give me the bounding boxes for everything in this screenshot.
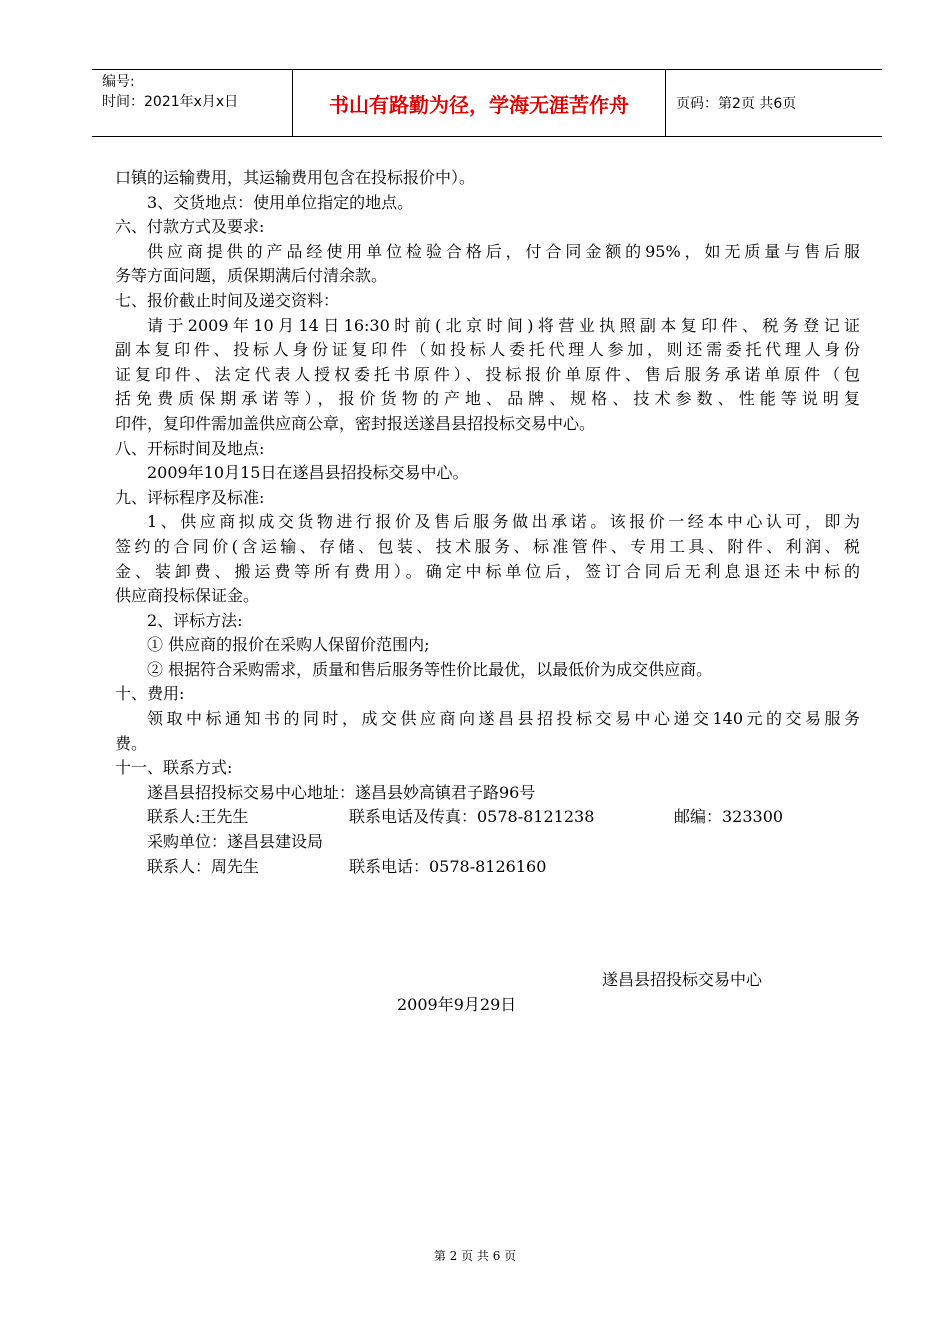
page-header: [92, 69, 882, 137]
paragraph-line: 供应商投标保证金。: [115, 586, 260, 606]
paragraph-line: 印件，复印件需加盖供应商公章，密封报送遂昌县招投标交易中心。: [115, 413, 596, 433]
number-label: 编号:: [102, 74, 135, 90]
paragraph-line: 2、评标方法:: [147, 610, 243, 630]
paragraph-line: 金、装卸费、搬运费等所有费用）。确定中标单位后，签订合同后无利息退还未中标的: [115, 561, 860, 581]
paragraph-line: 供应商提供的产品经使用单位检验合格后，付合同金额的95%，如无质量与售后服: [147, 241, 860, 261]
paragraph-line: 请于2009年10月14日16:30时前(北京时间)将营业执照副本复印件、税务登记证: [147, 315, 860, 335]
paragraph-line: 费。: [115, 733, 148, 753]
paragraph-line: 领取中标通知书的同时，成交供应商向遂昌县招投标交易中心递交140元的交易服务: [147, 709, 860, 729]
section-heading: 八、开标时间及地点:: [115, 438, 265, 458]
paragraph-line: 务等方面问题，质保期满后付清余款。: [115, 266, 388, 286]
contact-phone: 联系电话及传真：0578-8121238: [349, 807, 595, 827]
paragraph-line: 括免费质保期承诺等），报价货物的产地、品牌、规格、技术参数、性能等说明复: [115, 389, 860, 409]
paragraph-line: 2009年10月15日在遂昌县招投标交易中心。: [147, 463, 469, 483]
list-item: ① 供应商的报价在采购人保留价范围内;: [147, 635, 430, 655]
section-heading: 六、付款方式及要求:: [115, 217, 265, 237]
header-page-number: 页码：第2页 共6页: [676, 96, 797, 112]
paragraph-line: 3、交货地点：使用单位指定的地点。: [147, 192, 414, 212]
list-item: ② 根据符合采购需求，质量和售后服务等性价比最优，以最低价为成交供应商。: [147, 659, 713, 679]
paragraph-line: 证复印件、法定代表人授权委托书原件）、投标报价单原件、售后服务承诺单原件（包: [115, 364, 860, 384]
paragraph-line: 签约的合同价(含运输、存储、包装、技术服务、标准管件、专用工具、附件、利润、税: [115, 536, 860, 556]
document-body: [115, 166, 860, 879]
contact-phone: 联系电话：0578-8126160: [349, 856, 547, 876]
paragraph-line: 副本复印件、投标人身份证复印件（如投标人委托代理人参加，则还需委托代理人身份: [115, 340, 860, 360]
contact-address: 遂昌县招投标交易中心地址：遂昌县妙高镇君子路96号: [147, 782, 536, 802]
signature: 遂昌县招投标交易中心: [602, 970, 763, 989]
contact-name: 联系人:王先生: [147, 807, 249, 827]
header-meta: [92, 70, 293, 136]
contact-row: [115, 805, 860, 830]
section-heading: 七、报价截止时间及递交资料：: [115, 290, 340, 310]
time-label: 时间：2021年x月x日: [102, 94, 239, 110]
section-heading: 九、评标程序及标准:: [115, 487, 265, 507]
section-heading: 十、费用:: [115, 684, 185, 704]
section-heading: 十一、联系方式:: [115, 758, 233, 778]
contact-name: 联系人：周先生: [147, 856, 260, 876]
page-footer: 第 2 页 共 6 页: [433, 1249, 517, 1263]
contact-row: [115, 855, 860, 880]
paragraph-line: 口镇的运输费用，其运输费用包含在投标报价中）。: [115, 168, 476, 187]
purchaser: 采购单位：遂昌县建设局: [147, 832, 324, 852]
header-slogan: 书山有路勤为径，学海无涯苦作舟: [293, 70, 666, 136]
contact-zip: 邮编：323300: [674, 807, 784, 827]
issue-date: 2009年9月29日: [397, 995, 517, 1014]
paragraph-line: 1、供应商拟成交货物进行报价及售后服务做出承诺。该报价一经本中心认可，即为: [147, 512, 860, 532]
